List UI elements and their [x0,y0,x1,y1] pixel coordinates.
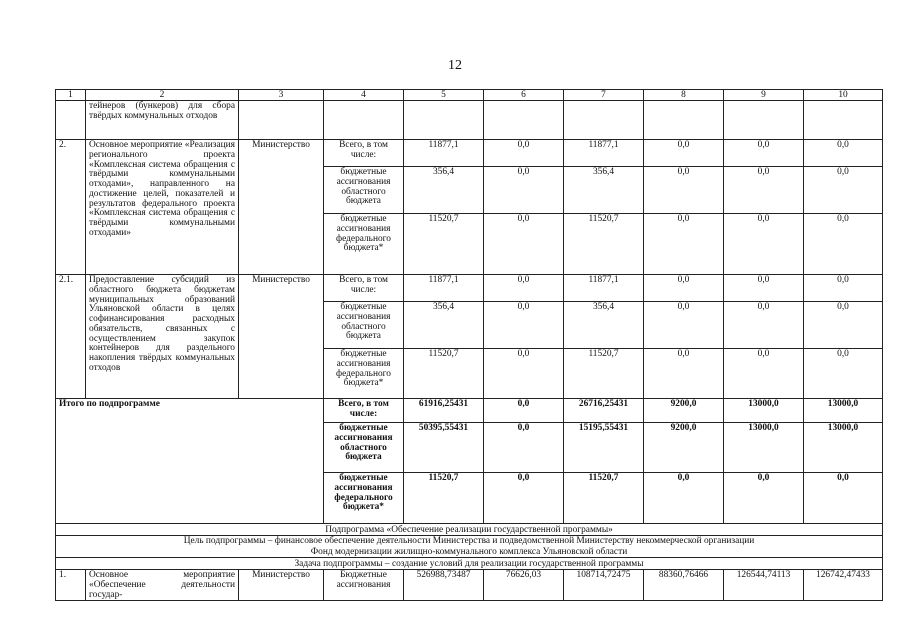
value-cell: 0,0 [724,349,804,399]
funding-source: бюджетные ассигнования областного бюджета [324,423,404,473]
row-number: 1. [56,570,86,601]
value-cell: 0,0 [644,214,724,275]
value-cell: 0,0 [804,473,883,524]
value-cell: 126742,47433 [804,570,883,601]
value-cell: 0,0 [724,214,804,275]
value-cell: 13000,0 [804,423,883,473]
goal-line-1: Цель подпрограммы – финансовое обеспечение деятельности Министерства и подведомственной Министерству некоммерческой организации [183,536,755,546]
subprogram-row [56,524,883,536]
value-cell: 0,0 [804,275,883,302]
column-header: 10 [804,90,883,101]
value-cell: 13000,0 [724,399,804,423]
value-cell: 11520,7 [564,473,644,524]
continuation-row [56,101,883,140]
funding-source: Всего, в том числе: [324,275,404,302]
goal-row [56,536,883,558]
value-cell: 0,0 [804,214,883,275]
budget-table [55,89,883,601]
value-cell: 0,0 [484,399,564,423]
value-cell: 356,4 [564,302,644,349]
value-cell: 0,0 [484,473,564,524]
column-header: 2 [86,90,239,101]
value-cell: 0,0 [484,214,564,275]
row-number: 2.1. [56,275,86,399]
value-cell: 0,0 [644,140,724,167]
value-cell: 0,0 [644,349,724,399]
funding-source: бюджетные ассигнования федерального бюджета* [324,214,404,275]
value-cell: 11877,1 [404,275,484,302]
value-cell: 11877,1 [404,140,484,167]
value-cell: 0,0 [804,140,883,167]
continuation-text: тейнеров (бункеров) для сбора твёрдых коммунальных отходов [86,101,239,140]
column-header: 4 [324,90,404,101]
table-row [56,140,883,167]
activity-name: Основное мероприятие «Обеспечение деятельности государ- [86,570,239,601]
executor: Министерство [239,275,324,399]
value-cell: 0,0 [484,349,564,399]
funding-source: бюджетные ассигнования федерального бюджета* [324,349,404,399]
table-row [56,275,883,302]
activity-name: Основное мероприятие «Реализация регионального проекта «Комплексная система обращения с твёрдыми коммунальными отходами», направленного на достижение целей, показателей и результатов федерального проекта «Комплексная система обращения с твёрдыми коммунальными отходами» [86,140,239,275]
value-cell: 0,0 [644,167,724,214]
value-cell: 126544,74113 [724,570,804,601]
value-cell: 0,0 [644,275,724,302]
executor: Министерство [239,140,324,275]
value-cell: 0,0 [484,167,564,214]
total-label: Итого по подпрограмме [56,399,324,524]
table-row [56,570,883,601]
activity-name: Предоставление субсидий из областного бюджета бюджетам муниципальных образований Ульяновской области в целях софинансирования расходных обязательств, связанных с осуществлением закупок контейнеров для раздельного накопления твёрдых коммунальных отходов [86,275,239,399]
value-cell: 0,0 [724,140,804,167]
subprogram-task: Задача подпрограммы – создание условий для реализации государственной программы [56,558,883,570]
value-cell: 11520,7 [564,349,644,399]
column-header: 8 [644,90,724,101]
value-cell: 356,4 [404,167,484,214]
value-cell: 526988,73487 [404,570,484,601]
value-cell: 0,0 [484,302,564,349]
value-cell: 11877,1 [564,140,644,167]
value-cell: 356,4 [404,302,484,349]
value-cell: 76626,03 [484,570,564,601]
funding-source: Всего, в том числе: [324,140,404,167]
value-cell: 356,4 [564,167,644,214]
funding-source: Всего, в том числе: [324,399,404,423]
value-cell: 0,0 [644,302,724,349]
column-header: 6 [484,90,564,101]
total-row [56,399,883,423]
value-cell: 11520,7 [564,214,644,275]
value-cell: 50395,55431 [404,423,484,473]
value-cell: 11520,7 [404,473,484,524]
row-number: 2. [56,140,86,275]
value-cell: 108714,72475 [564,570,644,601]
value-cell: 11877,1 [564,275,644,302]
value-cell: 26716,25431 [564,399,644,423]
column-header: 7 [564,90,644,101]
value-cell: 9200,0 [644,423,724,473]
value-cell: 13000,0 [804,399,883,423]
value-cell: 0,0 [724,302,804,349]
column-header: 9 [724,90,804,101]
value-cell: 13000,0 [724,423,804,473]
value-cell: 0,0 [804,302,883,349]
page-number: 12 [448,58,462,73]
value-cell: 0,0 [804,349,883,399]
value-cell: 0,0 [484,140,564,167]
value-cell: 0,0 [804,167,883,214]
column-header: 1 [56,90,86,101]
funding-source: бюджетные ассигнования областного бюджета [324,167,404,214]
value-cell: 0,0 [484,423,564,473]
column-header: 3 [239,90,324,101]
funding-source: Бюджетные ассигнования [324,570,404,601]
column-number-row [56,90,883,101]
value-cell: 0,0 [724,167,804,214]
value-cell: 0,0 [724,473,804,524]
value-cell: 9200,0 [644,399,724,423]
value-cell: 88360,76466 [644,570,724,601]
executor: Министерство [239,570,324,601]
value-cell: 15195,55431 [564,423,644,473]
funding-source: бюджетные ассигнования федерального бюджета* [324,473,404,524]
value-cell: 0,0 [644,473,724,524]
subprogram-goal [56,536,883,558]
value-cell: 0,0 [724,275,804,302]
task-row [56,558,883,570]
value-cell: 61916,25431 [404,399,484,423]
goal-line-2: Фонд модернизации жилищно-коммунального комплекса Ульяновской области [310,546,628,557]
column-header: 5 [404,90,484,101]
value-cell: 11520,7 [404,349,484,399]
funding-source: бюджетные ассигнования областного бюджета [324,302,404,349]
value-cell: 0,0 [484,275,564,302]
value-cell: 11520,7 [404,214,484,275]
subprogram-title: Подпрограмма «Обеспечение реализации государственной программы» [56,524,883,536]
